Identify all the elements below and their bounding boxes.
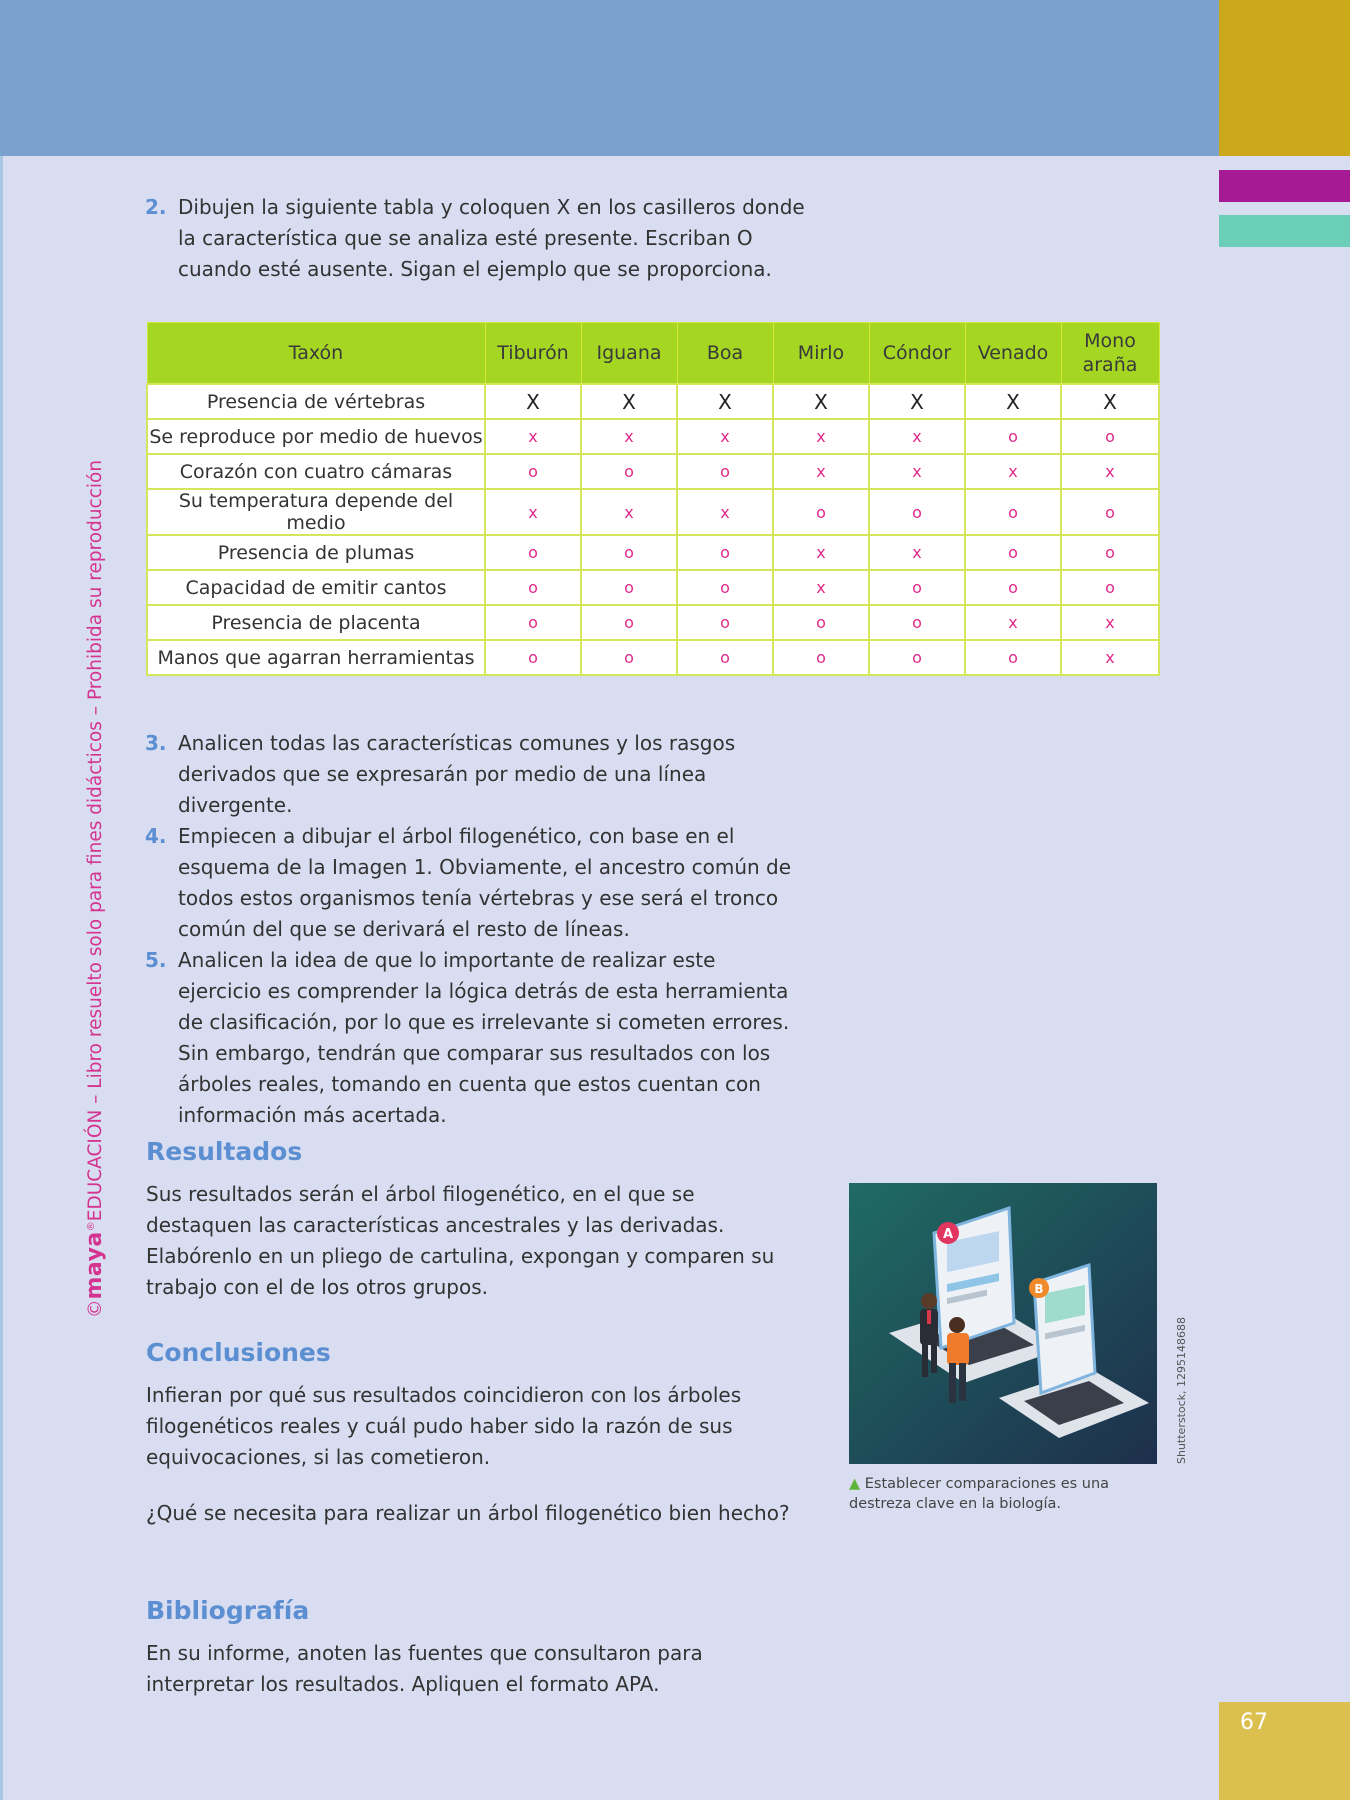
table-cell: o [1061,570,1159,605]
brand-logo: maya [82,1231,107,1300]
table-cell: X [773,384,869,419]
table-cell: o [773,640,869,675]
table-cell: x [581,419,677,454]
header-condor: Cóndor [869,323,965,385]
conclusiones-question: ¿Qué se necesita para realizar un árbol filogenético bien hecho? [146,1501,790,1525]
table-cell: o [485,640,581,675]
table-cell: X [677,384,773,419]
instruction-item [145,192,805,285]
instruction-list-bottom [145,728,805,1131]
table-cell: o [869,640,965,675]
instruction-number: 5. [145,948,167,972]
table-cell: X [965,384,1061,419]
header-color-tab [1219,0,1350,156]
table-cell: x [965,454,1061,489]
table-cell: x [773,570,869,605]
table-cell: o [1061,419,1159,454]
table-cell: x [677,489,773,535]
table-cell: o [677,570,773,605]
comparison-illustration [849,1183,1157,1464]
table-header-row [147,323,1159,385]
conclusiones-text: Infieran por qué sus resultados coincidieron con los árboles filogenéticos reales y cuál pudo haber sido la razón de sus equivocaciones, si las cometieron. [146,1383,742,1469]
conclusiones-heading: Conclusiones [146,1338,331,1367]
table-row [147,419,1159,454]
table-cell: o [581,570,677,605]
row-label: Presencia de plumas [147,535,485,570]
table-cell: x [1061,640,1159,675]
row-label: Su temperatura depende del medio [147,489,485,535]
table-cell: X [869,384,965,419]
table-cell: o [485,535,581,570]
header-taxon: Taxón [147,323,485,385]
table-cell: o [581,454,677,489]
table-cell: o [677,535,773,570]
table-cell: o [485,605,581,640]
table-row [147,605,1159,640]
bibliografia-text: En su informe, anoten las fuentes que consultaron para interpretar los resultados. Apliquen el formato APA. [146,1641,703,1696]
table-cell: x [485,419,581,454]
instruction-item [145,821,805,945]
header-mono-arana: Mono araña [1061,323,1159,385]
instruction-text: Empiecen a dibujar el árbol filogenético, con base en el esquema de la Imagen 1. Obviamente, el ancestro común de todos estos organismos tenía vértebras y ese será el tronco común del que se derivará el resto de líneas. [178,824,792,941]
table-cell: o [1061,489,1159,535]
instruction-item [145,728,805,821]
table-cell: o [1061,535,1159,570]
table-row [147,535,1159,570]
figure-label-b: B [1034,1282,1044,1296]
table-row [147,384,1159,419]
figure-caption [849,1474,1157,1514]
copyright-text: EDUCACIÓN – Libro resuelto solo para fines didácticos – Prohibida su reproducción [85,459,106,1222]
table-cell: o [677,454,773,489]
registered-mark: ® [85,1221,97,1232]
instruction-text: Analicen todas las características comunes y los rasgos derivados que se expresarán por medio de una línea divergente. [178,731,736,817]
table-cell: x [773,535,869,570]
instruction-text: Dibujen la siguiente tabla y coloquen X en los casilleros donde la característica que se analiza esté presente. Escriban O cuando esté ausente. Sigan el ejemplo que se proporciona. [178,195,805,281]
table-row [147,454,1159,489]
table-row [147,640,1159,675]
table-cell: o [677,605,773,640]
table-cell: X [1061,384,1159,419]
bibliografia-heading: Bibliografía [146,1596,310,1625]
row-label: Manos que agarran herramientas [147,640,485,675]
row-label: Se reproduce por medio de huevos [147,419,485,454]
instruction-number: 4. [145,824,167,848]
row-label: Capacidad de emitir cantos [147,570,485,605]
table-cell: x [869,419,965,454]
table-cell: o [965,640,1061,675]
page-left-edge [0,0,3,1800]
page-number: 67 [1240,1710,1268,1735]
header-boa: Boa [677,323,773,385]
section-tab-teal [1219,215,1350,247]
resultados-heading: Resultados [146,1137,303,1166]
table-cell: x [581,489,677,535]
table-cell: o [581,535,677,570]
instruction-text: Analicen la idea de que lo importante de realizar este ejercicio es comprender la lógica detrás de esta herramienta de clasificación, por lo que es irrelevante si cometen errores. Sin embargo, tendrán que comparar sus resultados con los árboles reales, tomando en cuenta que estos cuentan con información más acertada. [178,948,790,1127]
table-cell: o [965,489,1061,535]
table-cell: o [965,535,1061,570]
table-cell: X [581,384,677,419]
resultados-text: Sus resultados serán el árbol filogenético, en el que se destaquen las características ancestrales y las derivadas. Elabórenlo en un pliego de cartulina, expongan y comparen su trabajo con el de los otros grupos. [146,1182,775,1299]
table-cell: o [773,605,869,640]
row-label: Presencia de placenta [147,605,485,640]
copyright-symbol: © [85,1299,106,1318]
instruction-number: 3. [145,731,167,755]
table-cell: x [965,605,1061,640]
table-cell: x [869,454,965,489]
table-row [147,489,1159,535]
header-mirlo: Mirlo [773,323,869,385]
table-cell: x [773,454,869,489]
table-cell: x [773,419,869,454]
table-cell: o [869,489,965,535]
table-cell: X [485,384,581,419]
table-cell: o [869,570,965,605]
triangle-bullet-icon: ▲ [849,1476,861,1492]
page-number-tab [1219,1702,1350,1800]
table-cell: o [869,605,965,640]
header-venado: Venado [965,323,1061,385]
table-cell: x [1061,605,1159,640]
section-tab-magenta [1219,170,1350,202]
figure-label-a: A [942,1227,954,1242]
table-cell: o [677,640,773,675]
table-row [147,570,1159,605]
table-cell: o [581,640,677,675]
table-cell: o [485,454,581,489]
comparison-illustration-graphic [849,1183,1157,1464]
table-cell: x [677,419,773,454]
row-label: Corazón con cuatro cámaras [147,454,485,489]
instruction-number: 2. [145,195,167,219]
figure-caption-text: Establecer comparaciones es una destreza clave en la biología. [849,1476,1110,1512]
instruction-item [145,945,805,1131]
table-cell: o [581,605,677,640]
table-cell: o [965,570,1061,605]
header-iguana: Iguana [581,323,677,385]
row-label: Presencia de vértebras [147,384,485,419]
table-cell: x [869,535,965,570]
image-credit: Shutterstock, 1295148688 [1175,1316,1188,1464]
table-cell: o [485,570,581,605]
header-tiburon: Tiburón [485,323,581,385]
header-band [0,0,1219,156]
taxa-characteristics-table [146,322,1160,676]
instruction-list-top [145,192,805,285]
table-cell: o [773,489,869,535]
copyright-notice [82,460,107,1318]
table-cell: o [965,419,1061,454]
table-cell: x [1061,454,1159,489]
table-cell: x [485,489,581,535]
